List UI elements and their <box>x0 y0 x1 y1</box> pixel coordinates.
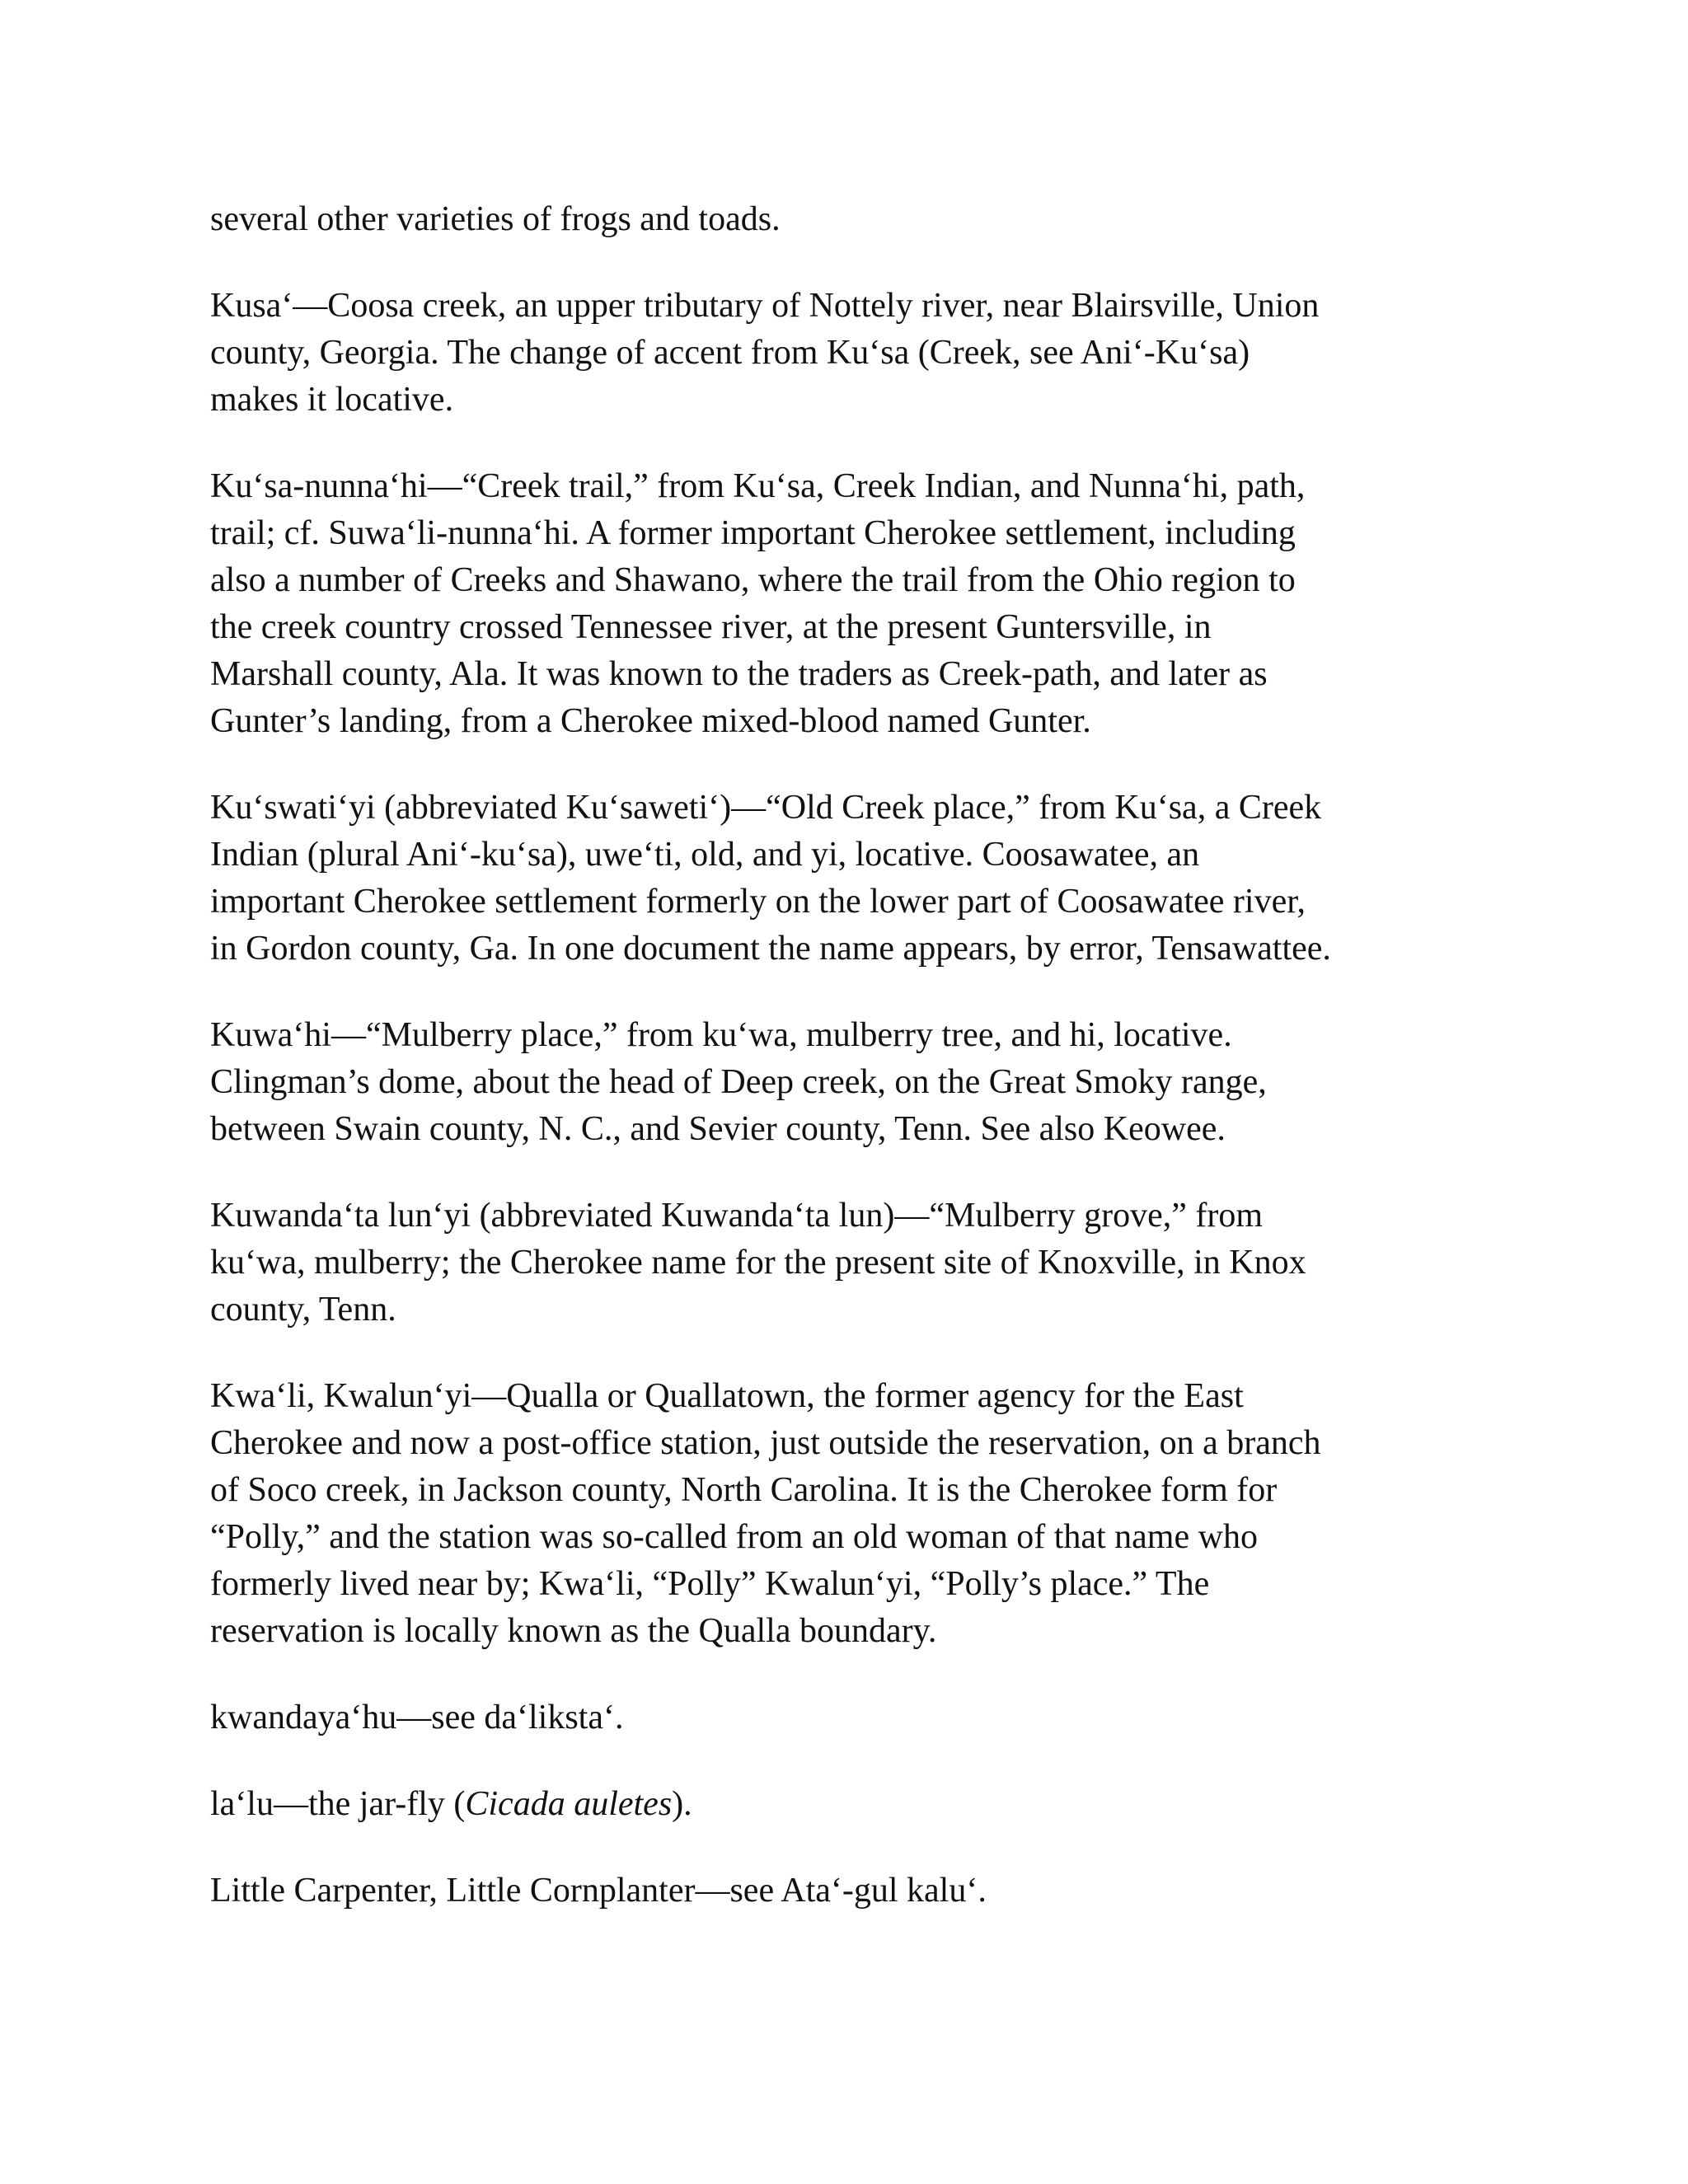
text-line: the creek country crossed Tennessee river, at the present Guntersville, in <box>210 608 1212 646</box>
text-line: Cherokee and now a post-office station, just outside the reservation, on a branch <box>210 1424 1321 1462</box>
text-line: Gunter’s landing, from a Cherokee mixed-blood named Gunter. <box>210 702 1091 740</box>
text-line: Ku‘swati‘yi (abbreviated Ku‘saweti‘)—“Old Creek place,” from Ku‘sa, a Creek <box>210 789 1322 827</box>
text-line: ku‘wa, mulberry; the Cherokee name for the present site of Knoxville, in Knox <box>210 1244 1306 1282</box>
text-line: reservation is locally known as the Qualla boundary. <box>210 1612 937 1650</box>
text-line: important Cherokee settlement formerly on the lower part of Coosawatee river, <box>210 883 1306 921</box>
entry-kuswatiyi <box>210 785 1496 972</box>
text-line: also a number of Creeks and Shawano, where the trail from the Ohio region to <box>210 561 1296 599</box>
text-line: Kuwa‘hi—“Mulberry place,” from ku‘wa, mulberry tree, and hi, locative. <box>210 1016 1232 1054</box>
text-line: “Polly,” and the station was so-called from an old woman of that name who <box>210 1518 1258 1556</box>
text-line: Little Carpenter, Little Cornplanter—see Ata‘-gul kalu‘. <box>210 1872 987 1910</box>
species-name: Cicada auletes <box>465 1785 673 1823</box>
text-line: Ku‘sa-nunna‘hi—“Creek trail,” from Ku‘sa, Creek Indian, and Nunna‘hi, path, <box>210 467 1306 505</box>
entry-kusa <box>210 283 1496 424</box>
text-line: several other varieties of frogs and toads. <box>210 200 781 238</box>
text-line: Kuwanda‘ta lun‘yi (abbreviated Kuwanda‘ta lun)—“Mulberry grove,” from <box>210 1197 1264 1235</box>
entry-little-carpenter <box>210 1868 1496 1915</box>
entry-paragraph <box>210 196 1496 243</box>
entry-kuwahi <box>210 1012 1496 1153</box>
text-line: trail; cf. Suwa‘li-nunna‘hi. A former important Cherokee settlement, including <box>210 514 1296 552</box>
text-line: between Swain county, N. C., and Sevier county, Tenn. See also Keowee. <box>210 1110 1226 1148</box>
text-line: in Gordon county, Ga. In one document the name appears, by error, <box>210 930 1144 968</box>
text-line: Kusa‘—Coosa creek, an upper tributary of Nottely river, near Blairsville, Union <box>210 287 1320 325</box>
text-segment: la‘lu—the jar-fly ( <box>210 1785 466 1823</box>
text-line: county, Georgia. The change of accent from Ku‘sa (Creek, see Ani‘-Ku‘sa) <box>210 334 1250 372</box>
document-page <box>210 196 1496 1954</box>
text-line: kwandaya‘hu—see da‘liksta‘. <box>210 1699 624 1736</box>
text-line: makes it locative. <box>210 381 454 419</box>
text-line: formerly lived near by; Kwa‘li, “Polly” Kwalun‘yi, “Polly’s place.” The <box>210 1565 1210 1603</box>
text-line: Marshall county, Ala. It was known to the traders as Creek-path, and later as <box>210 655 1268 693</box>
text-line: Indian (plural Ani‘-ku‘sa), uwe‘ti, old, and yi, locative. Coosawatee, an <box>210 836 1200 874</box>
text-line: of Soco creek, in Jackson county, North Carolina. It is the Cherokee form for <box>210 1471 1278 1509</box>
entry-kuwandata-lunyi <box>210 1193 1496 1333</box>
text-segment: ). <box>672 1785 692 1823</box>
entry-kwandayahu <box>210 1694 1496 1741</box>
entry-kwali <box>210 1373 1496 1655</box>
text-line <box>210 1785 692 1823</box>
entry-kusa-nunnahi <box>210 463 1496 745</box>
text-line: Kwa‘li, Kwalun‘yi—Qualla or Quallatown, the former agency for the East <box>210 1377 1244 1415</box>
text-line: Clingman’s dome, about the head of Deep creek, on the Great Smoky range, <box>210 1063 1267 1101</box>
text-line: county, Tenn. <box>210 1291 396 1329</box>
entry-lalu <box>210 1781 1496 1828</box>
text-line: Tensawattee. <box>1151 930 1331 968</box>
